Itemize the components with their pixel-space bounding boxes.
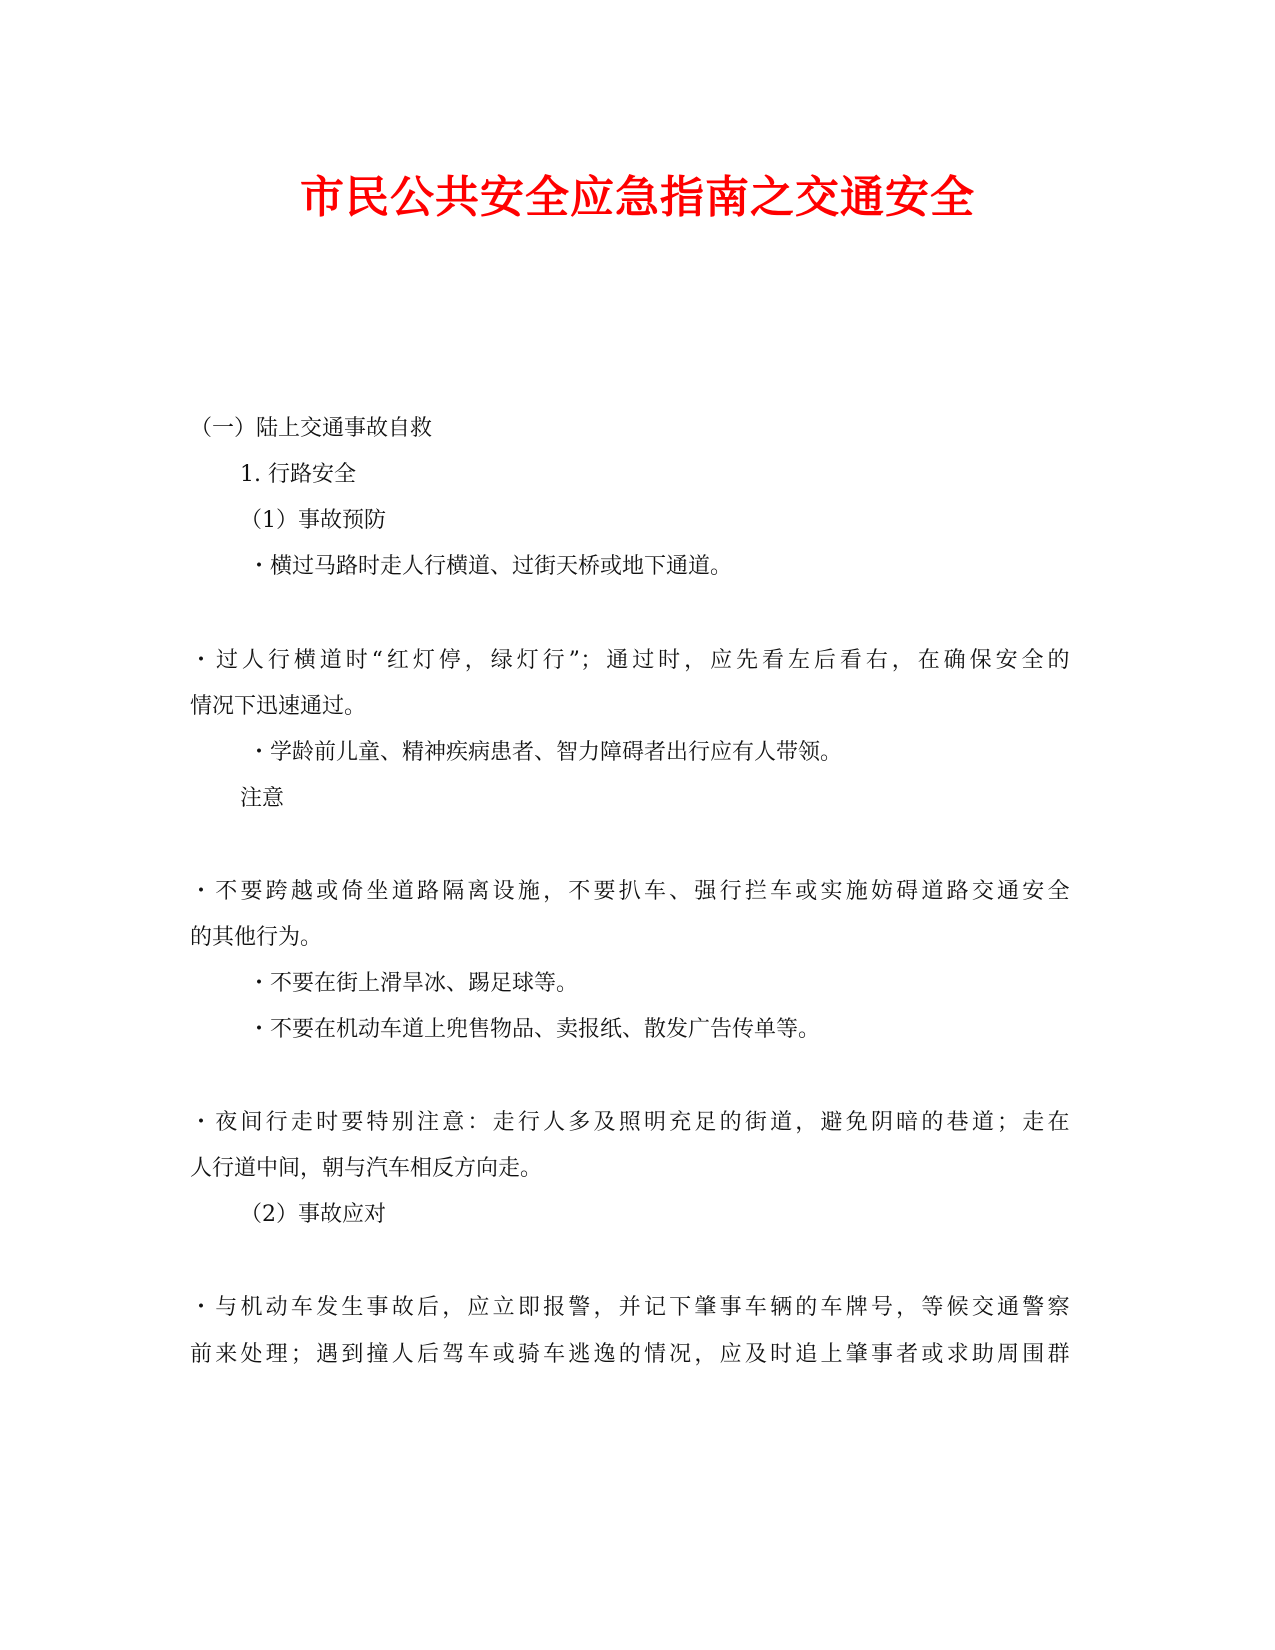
bullet-paragraph: ・与机动车发生事故后，应立即报警，并记下肇事车辆的车牌号，等候交通警察 [190, 1295, 1070, 1320]
document-title: 市民公共安全应急指南之交通安全 [300, 172, 975, 223]
section-heading: （一）陆上交通事故自救 [190, 416, 433, 441]
bullet-paragraph: ・夜间行走时要特别注意：走行人多及照明充足的街道，避免阴暗的巷道；走在 [190, 1110, 1070, 1135]
bullet-paragraph: ・学龄前儿童、精神疾病患者、智力障碍者出行应有人带领。 [248, 740, 843, 765]
paragraph-continuation: 前来处理；遇到撞人后驾车或骑车逃逸的情况，应及时追上肇事者或求助周围群 [190, 1342, 1070, 1367]
paragraph-continuation: 的其他行为。 [190, 925, 323, 950]
bullet-paragraph: ・不要跨越或倚坐道路隔离设施，不要扒车、强行拦车或实施妨碍道路交通安全 [190, 879, 1070, 904]
sub-subsection-heading: （2）事故应对 [240, 1202, 386, 1227]
bullet-paragraph: ・不要在机动车道上兜售物品、卖报纸、散发广告传单等。 [248, 1017, 821, 1042]
bullet-paragraph: ・横过马路时走人行横道、过街天桥或地下通道。 [248, 554, 733, 579]
subsection-heading: 1. 行路安全 [240, 462, 356, 487]
bullet-paragraph: ・不要在街上滑旱冰、踢足球等。 [248, 971, 579, 996]
sub-subsection-heading: （1）事故预防 [240, 508, 386, 533]
bullet-paragraph: ・过人行横道时“红灯停，绿灯行”；通过时，应先看左后看右，在确保安全的 [190, 648, 1070, 673]
note-heading: 注意 [240, 786, 285, 811]
paragraph-continuation: 人行道中间，朝与汽车相反方向走。 [190, 1156, 543, 1181]
paragraph-continuation: 情况下迅速通过。 [190, 694, 367, 719]
